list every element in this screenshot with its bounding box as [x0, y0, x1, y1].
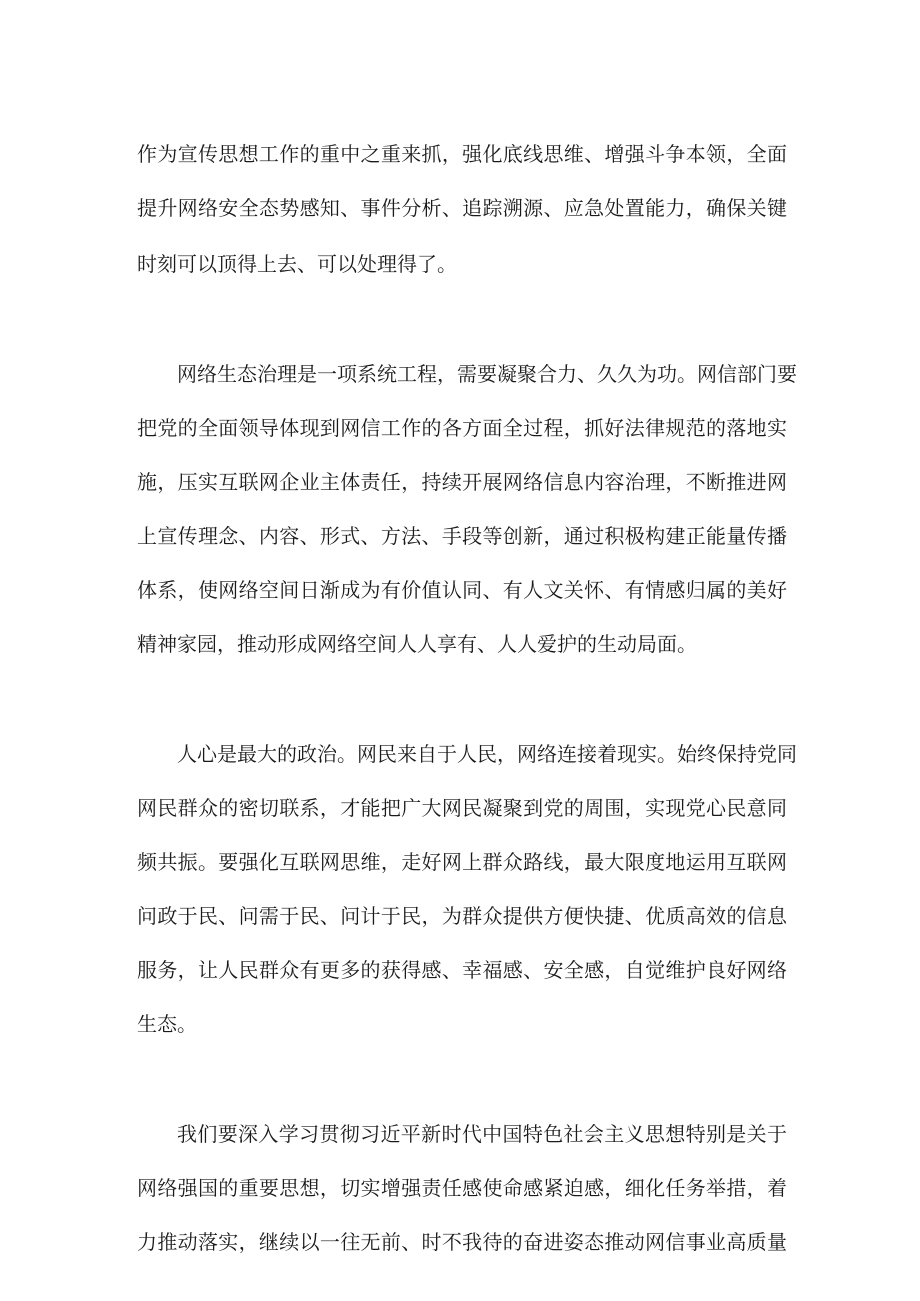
paragraph-3-line-4: 问政于民、问需于民、问计于民，为群众提供方便快捷、优质高效的信息: [137, 904, 787, 928]
paragraph-3-line-5: 服务，让人民群众有更多的获得感、幸福感、安全感，自觉维护良好网络: [137, 958, 787, 982]
paragraph-4-line-3: 力推动落实，继续以一往无前、时不我待的奋进姿态推动网信事业高质量: [137, 1230, 787, 1254]
paragraph-2-line-1: 网络生态治理是一项系统工程，需要凝聚合力、久久为功。网信部门要: [177, 362, 797, 386]
paragraph-2-line-5: 体系，使网络空间日渐成为有价值认同、有人文关怀、有情感归属的美好: [137, 578, 787, 602]
paragraph-2-line-2: 把党的全面领导体现到网信工作的各方面全过程，抓好法律规范的落地实: [137, 416, 787, 440]
paragraph-2-line-4: 上宣传理念、内容、形式、方法、手段等创新，通过积极构建正能量传播: [137, 524, 787, 548]
paragraph-2-line-6: 精神家园，推动形成网络空间人人享有、人人爱护的生动局面。: [137, 632, 697, 656]
paragraph-3-line-3: 频共振。要强化互联网思维，走好网上群众路线，最大限度地运用互联网: [137, 850, 787, 874]
paragraph-4-line-1: 我们要深入学习贯彻习近平新时代中国特色社会主义思想特别是关于: [177, 1122, 787, 1146]
paragraph-1-line-3: 时刻可以顶得上去、可以处理得了。: [137, 252, 457, 276]
paragraph-3-line-6: 生态。: [137, 1012, 197, 1036]
paragraph-1-line-1: 作为宣传思想工作的重中之重来抓，强化底线思维、增强斗争本领，全面: [137, 142, 787, 166]
paragraph-3-line-2: 网民群众的密切联系，才能把广大网民凝聚到党的周围，实现党心民意同: [137, 796, 787, 820]
paragraph-3-line-1: 人心是最大的政治。网民来自于人民，网络连接着现实。始终保持党同: [177, 742, 797, 766]
paragraph-4-line-2: 网络强国的重要思想，切实增强责任感使命感紧迫感，细化任务举措，着: [137, 1176, 787, 1200]
paragraph-1-line-2: 提升网络安全态势感知、事件分析、追踪溯源、应急处置能力，确保关键: [137, 196, 787, 220]
paragraph-2-line-3: 施，压实互联网企业主体责任，持续开展网络信息内容治理，不断推进网: [137, 470, 787, 494]
